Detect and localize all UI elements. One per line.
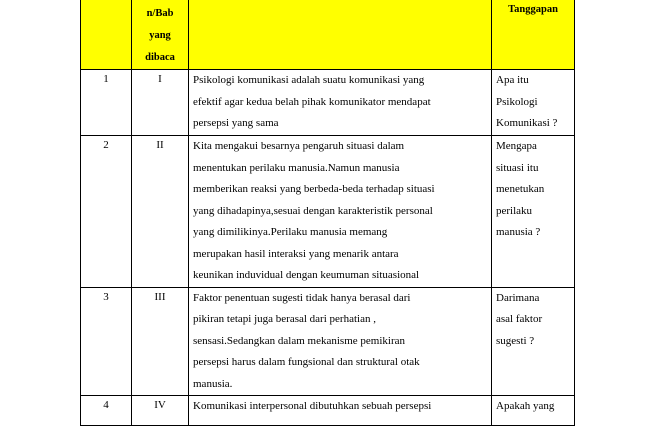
row-chapter: I [132, 70, 189, 136]
row-chapter: III [132, 287, 189, 396]
row-text-line: pikiran tetapi juga berasal dari perhatian , [193, 313, 376, 325]
header-chapter-line: dibaca [145, 52, 175, 63]
row-chapter: IV [132, 396, 189, 426]
table-row [81, 287, 575, 396]
row-response [492, 70, 575, 136]
row-text-line: persepsi yang sama [193, 117, 279, 129]
row-text-line: keunikan induvidual dengan keumuman situasional [193, 269, 420, 281]
row-text-line: persepsi harus dalam fungsional dan struktural otak [193, 356, 420, 368]
row-text-line: manusia. [193, 377, 233, 390]
row-text-line: Faktor penentuan sugesti tidak hanya berasal dari [193, 291, 411, 304]
table-header-row [81, 0, 575, 70]
row-number: 1 [81, 70, 132, 136]
header-chapter-line: yang [149, 30, 171, 41]
row-text-line: efektif agar kedua belah pihak komunikator mendapat [193, 95, 431, 108]
row-response-line: Apakah yang [496, 400, 555, 412]
header-cell-chapter [132, 0, 189, 70]
row-text [189, 70, 492, 136]
row-number: 3 [81, 287, 132, 396]
row-response [492, 287, 575, 396]
row-response-line: perilaku [496, 204, 533, 217]
row-response-line: asal faktor [496, 313, 543, 325]
header-cell-number [81, 0, 132, 70]
header-chapter-line: n/Bab [146, 8, 174, 19]
row-text-line: Kita mengakui besarnya pengaruh situasi dalam [193, 140, 405, 152]
row-text-line: sensasi.Sedangkan dalam mekanisme pemikiran [193, 334, 405, 347]
row-response-line: Apa itu [496, 74, 529, 86]
row-text-line: yang dimilikinya.Perilaku manusia memang [193, 226, 388, 238]
row-response [492, 136, 575, 288]
row-response-line: Mengapa [496, 140, 537, 152]
row-text-line: memberikan reaksi yang berbeda-beda terhadap situasi [193, 183, 435, 195]
row-text-line: yang dihadapinya,sesuai dengan karakteristik personal [193, 204, 433, 217]
row-text-line: menentukan perilaku manusia.Namun manusia [193, 161, 400, 174]
row-response-line: manusia ? [496, 226, 541, 238]
row-response [492, 396, 575, 426]
row-response-line: sugesti ? [496, 334, 535, 347]
row-text-line: Komunikasi interpersonal dibutuhkan sebuah persepsi [193, 400, 432, 412]
row-response-line: situasi itu [496, 161, 539, 174]
table-row [81, 396, 575, 426]
row-response-line: Komunikasi ? [496, 117, 558, 129]
row-number: 2 [81, 136, 132, 288]
header-cell-response: Tanggapan [492, 0, 575, 70]
table-row [81, 136, 575, 288]
row-response-line: Darimana [496, 291, 540, 304]
row-text-line: merupakan hasil interaksi yang menarik antara [193, 247, 399, 260]
row-number: 4 [81, 396, 132, 426]
row-response-line: Psikologi [496, 95, 538, 108]
row-text [189, 136, 492, 288]
table-row [81, 70, 575, 136]
row-response-line: menetukan [496, 183, 545, 195]
row-text [189, 287, 492, 396]
row-text-line: Psikologi komunikasi adalah suatu komunikasi yang [193, 74, 425, 86]
header-cell-content [189, 0, 492, 70]
row-chapter: II [132, 136, 189, 288]
row-text [189, 396, 492, 426]
reading-response-table [80, 0, 575, 426]
